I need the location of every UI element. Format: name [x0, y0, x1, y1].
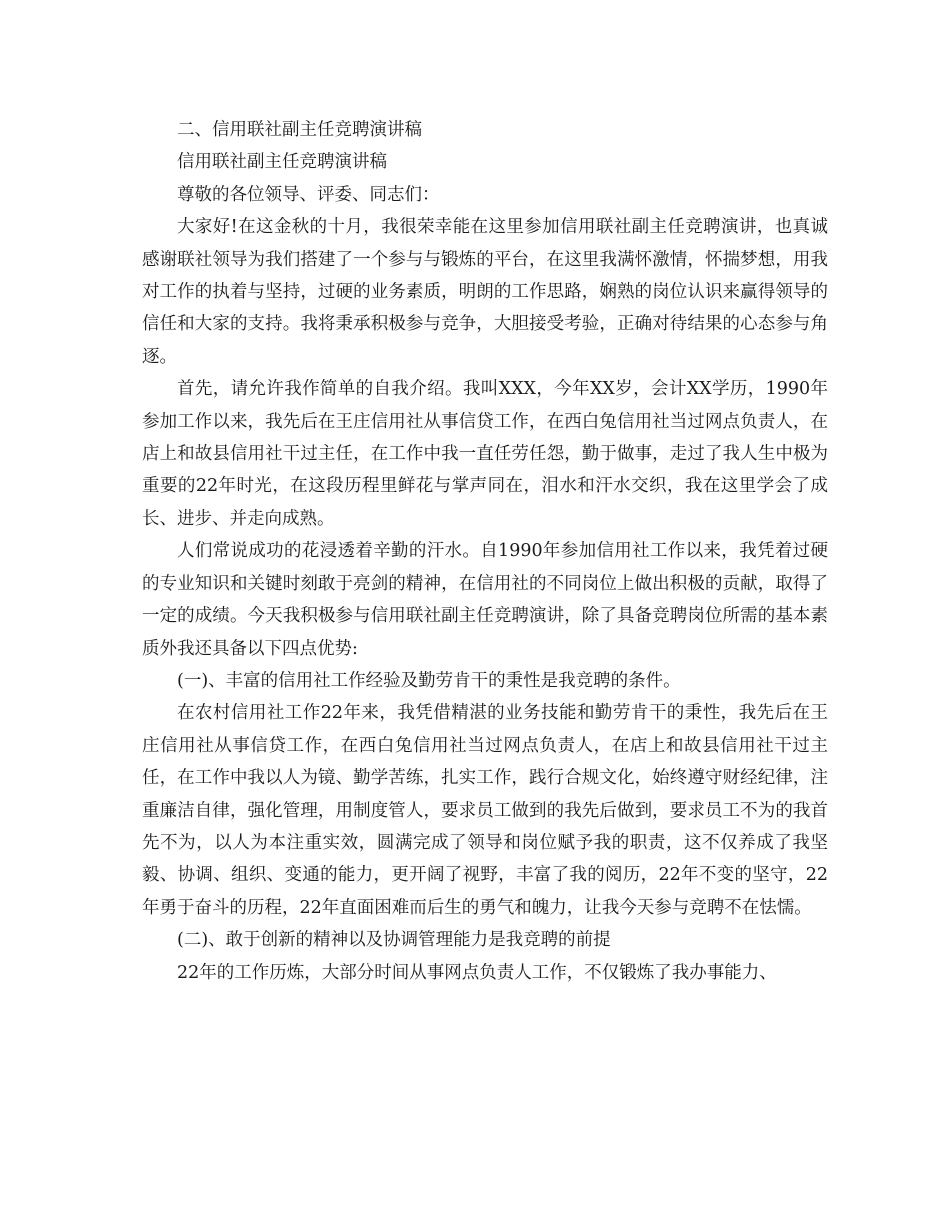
- speech-title: 信用联社副主任竞聘演讲稿: [177, 152, 387, 173]
- paragraph-self-introduction: 首先，请允许我作简单的自我介绍。我叫XXX，今年XX岁，会计XX学历，1990年参加工作以来，我先后在王庄信用社从事信贷工作，在西白兔信用社当过网点负责人，在店上和故县信用社干过主任，在工作中我一直任劳任怨，勤于做事，走过了我人生中极为重要的22年时光，在这段历程里鲜花与掌声同在，泪水和汗水交织，我在这里学会了成长、进步、并走向成熟。: [142, 379, 828, 529]
- paragraph-advantage-2: 22年的工作历炼，大部分时间从事网点负责人工作，不仅锻炼了我办事能力、: [177, 962, 777, 983]
- subheading-advantage-1: (一)、丰富的信用社工作经验及勤劳肯干的秉性是我竞聘的条件。: [177, 670, 681, 691]
- salutation: 尊敬的各位领导、评委、同志们：: [177, 184, 440, 205]
- paragraph-opening: 大家好!在这金秋的十月，我很荣幸能在这里参加信用联社副主任竞聘演讲，也真诚感谢联社领导为我们搭建了一个参与与锻炼的平台，在这里我满怀激情，怀揣梦想，用我对工作的执着与坚持，过硬的业务素质，明朗的工作思路，娴熟的岗位认识来赢得领导的信任和大家的支持。我将秉承积极参与竞争，大胆接受考验，正确对待结果的心态参与角逐。: [142, 217, 828, 367]
- paragraph-advantage-1: 在农村信用社工作22年来，我凭借精湛的业务技能和勤劳肯干的秉性，我先后在王庄信用社从事信贷工作，在西白兔信用社当过网点负责人，在店上和故县信用社干过主任，在工作中我以人为镜、勤学苦练，扎实工作，践行合规文化，始终遵守财经纪律，注重廉洁自律，强化管理，用制度管人，要求员工做到的我先后做到，要求员工不为的我首先不为，以人为本注重实效，圆满完成了领导和岗位赋予我的职责，这不仅养成了我坚毅、协调、组织、变通的能力，更开阔了视野，丰富了我的阅历，22年不变的坚守，22年勇于奋斗的历程，22年直面困难而后生的勇气和魄力，让我今天参与竞聘不在怯懦。: [142, 703, 828, 918]
- section-heading: 二、信用联社副主任竞聘演讲稿: [177, 120, 422, 140]
- subheading-advantage-2: (二)、敢于创新的精神以及协调管理能力是我竞聘的前提: [177, 930, 611, 951]
- paragraph-advantages-intro: 人们常说成功的花浸透着辛勤的汗水。自1990年参加信用社工作以来，我凭着过硬的专业知识和关键时刻敢于亮剑的精神，在信用社的不同岗位上做出积极的贡献，取得了一定的成绩。今天我积极参与信用联社副主任竞聘演讲，除了具备竞聘岗位所需的基本素质外我还具备以下四点优势:: [142, 541, 828, 659]
- document-body: [142, 114, 828, 989]
